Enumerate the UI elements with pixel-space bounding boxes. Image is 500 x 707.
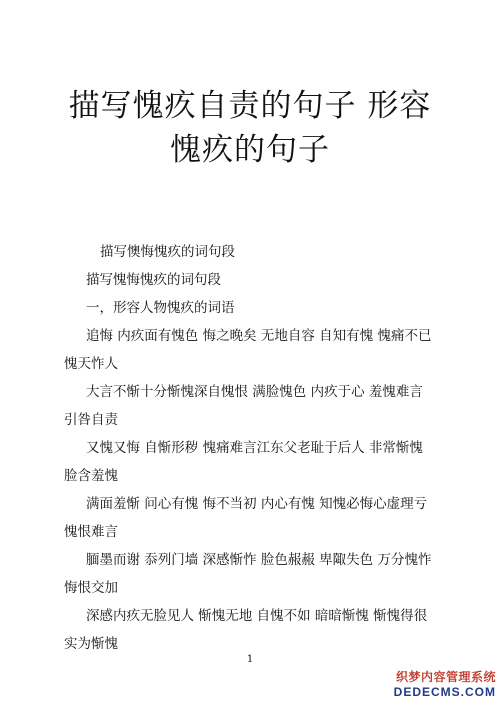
- page-title: [40, 84, 460, 172]
- body-text: [64, 238, 434, 658]
- page-number: 1: [246, 654, 254, 665]
- paragraph: 大言不惭十分惭愧深自愧恨 满脸愧色 内疚于心 羞愧难言引咎自责: [64, 384, 423, 428]
- watermark-line-1: 织梦内容管理系统: [395, 670, 496, 684]
- paragraph: 又愧又悔 自惭形秽 愧痛难言江东父老耻于后人 非常惭愧脸含羞愧: [64, 440, 423, 484]
- paragraph: 一，形容人物愧疚的词语: [86, 300, 235, 316]
- paragraph: 腼墨而谢 忝列门墙 深感惭怍 脸色赧赧 卑陬失色 万分愧怍悔恨交加: [64, 552, 432, 596]
- paragraph: 深感内疚无脸见人 惭愧无地 自愧不如 暗暗惭愧 惭愧得很实为惭愧: [64, 608, 428, 652]
- title-line-2: 愧疚的句子: [170, 132, 330, 168]
- paragraph: 追悔 内疚面有愧色 悔之晚矣 无地自容 自知有愧 愧痛不已 愧天怍人: [64, 328, 432, 372]
- watermark-logo: [378, 668, 496, 699]
- title-line-1: 描写愧疚自责的句子 形容: [68, 88, 432, 124]
- paragraph: 描写懊悔愧疚的词句段: [100, 244, 235, 260]
- paragraph: 满面羞惭 问心有愧 悔不当初 内心有愧 知愧必悔心虚理亏愧恨难言: [64, 496, 428, 540]
- paragraph: 描写愧悔愧疚的词句段: [86, 272, 221, 288]
- watermark-line-2: DEDECMS.COM: [393, 685, 496, 699]
